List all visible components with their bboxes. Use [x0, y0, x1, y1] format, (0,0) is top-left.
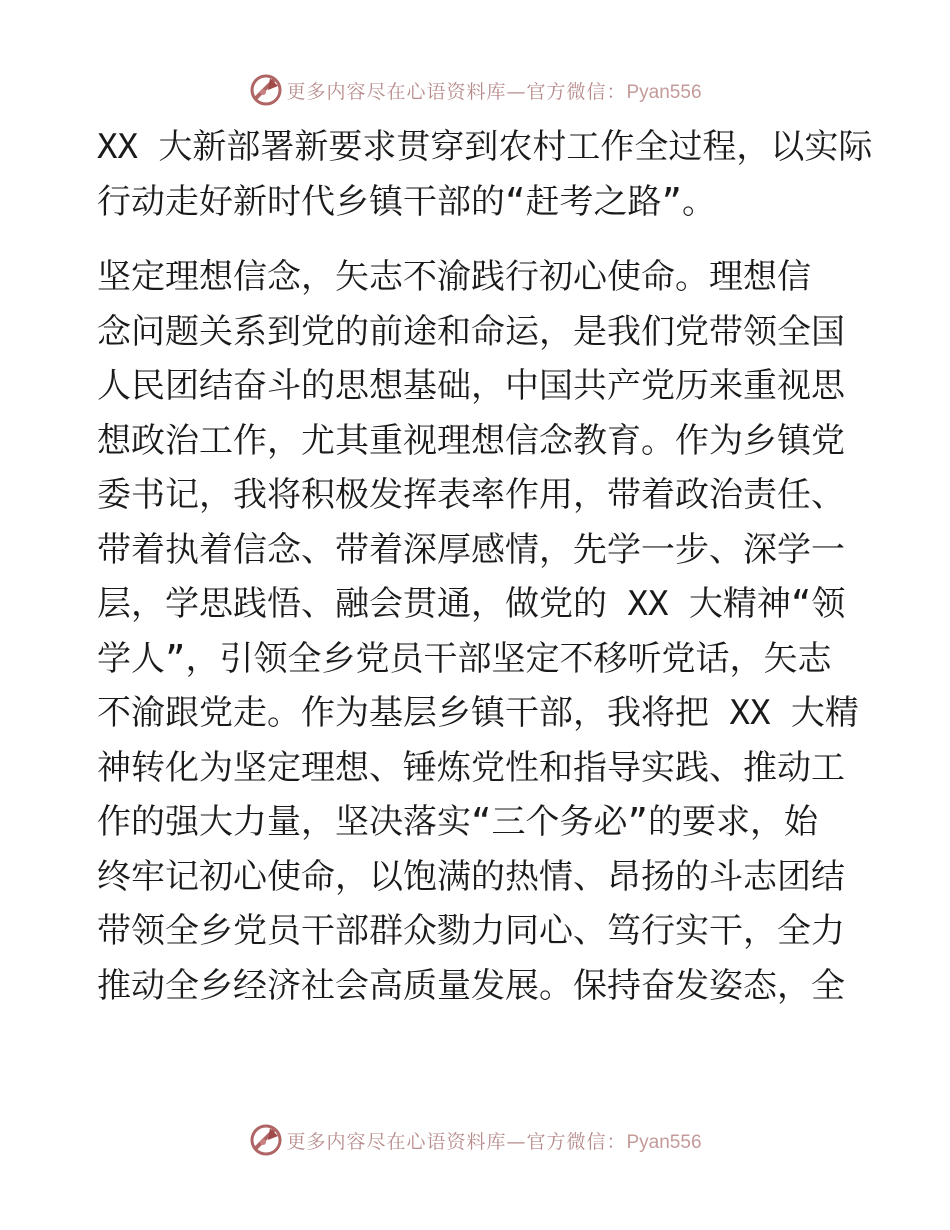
text-line: 人民团结奋斗的思想基础，中国共产党历来重视思 [97, 366, 845, 406]
text-line: XX 大新部署新要求贯穿到农村工作全过程，以实际 [97, 127, 873, 167]
text-line: 层，学思践悟、融会贯通，做党的 XX 大精神“领 [97, 584, 846, 624]
logo-icon [248, 1122, 284, 1158]
text-line: 带领全乡党员干部群众勠力同心、笃行实干，全力 [97, 911, 845, 951]
watermark-wechat-id: Pyan556 [626, 1131, 702, 1153]
text-line: 神转化为坚定理想、锤炼党性和指导实践、推动工 [97, 747, 845, 788]
watermark-text: 更多内容尽在心语资料库—官方微信： [286, 1130, 627, 1153]
text-line: 行动走好新时代乡镇干部的“赶考之路”。 [97, 181, 716, 222]
footer-watermark [0, 1118, 950, 1162]
text-line: 带着执着信念、带着深厚感情，先学一步、深学一 [97, 529, 845, 570]
text-line: 不渝跟党走。作为基层乡镇干部，我将把 XX 大精 [97, 693, 859, 733]
text-line: 学人”，引领全乡党员干部坚定不移听党话，矢志 [97, 638, 832, 679]
document-body [97, 120, 873, 1013]
text-line: 想政治工作，尤其重视理想信念教育。作为乡镇党 [97, 420, 845, 461]
watermark-text: 更多内容尽在心语资料库—官方微信： [286, 80, 627, 103]
text-line: 终牢记初心使命，以饱满的热情、昂扬的斗志团结 [97, 856, 845, 897]
text-line: 委书记，我将积极发挥表率作用，带着政治责任、 [97, 475, 845, 515]
text-line: 推动全乡经济社会高质量发展。保持奋发姿态，全 [97, 965, 845, 1006]
paragraph-1 [97, 120, 873, 229]
watermark-wechat-id: Pyan556 [626, 81, 702, 103]
header-watermark [0, 68, 950, 112]
text-line: 坚定理想信念，矢志不渝践行初心使命。理想信 [97, 257, 811, 297]
paragraph-2 [97, 250, 857, 1013]
text-line: 作的强大力量，坚决落实“三个务必”的要求，始 [97, 802, 818, 842]
logo-icon [248, 72, 284, 108]
text-line: 念问题关系到党的前途和命运，是我们党带领全国 [97, 311, 845, 352]
